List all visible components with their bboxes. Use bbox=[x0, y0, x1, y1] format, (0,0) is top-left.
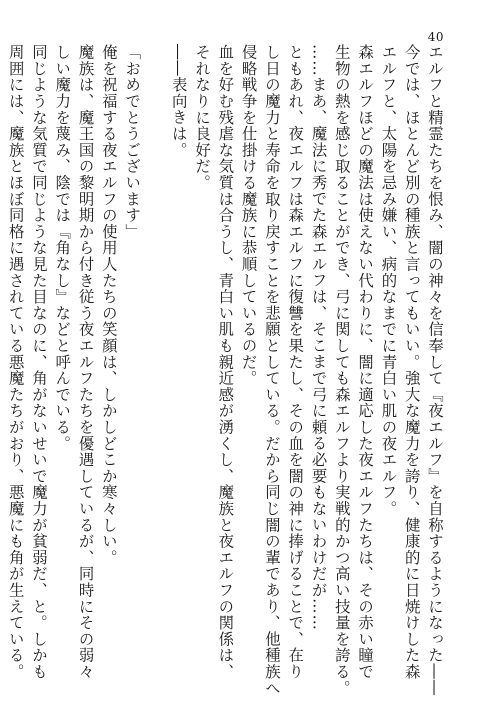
page-number: 40 bbox=[427, 30, 444, 44]
text-line-2: 今では、ほとんど別の種族と言ってもいい。強大な魔力を誇り、健康的に日焼けした森 bbox=[402, 44, 421, 680]
text-line-6: ……まあ、魔法に秀でた森エルフは、そこまで弓に頼る必要もないわけだが…… bbox=[309, 44, 328, 631]
text-line-14: 俺を祝福する夜エルフの使用人たちの笑顔は、しかしどこか寒々しい。 bbox=[99, 44, 118, 566]
text-line-4: 森エルフほどの魔法は使えない代わりに、闇に適応した夜エルフたちは、その赤い瞳で bbox=[356, 44, 375, 680]
text-line-11: それなりに良好だ。 bbox=[193, 44, 212, 191]
text-line-18: 周囲には、魔族とほぼ同格に遇されている悪魔たちがおり、悪魔にも角が生えている。 bbox=[6, 44, 25, 680]
text-line-3: エルフと、太陽を忌み嫌い、病的なまでに青白い肌の夜エルフ。 bbox=[379, 44, 398, 517]
text-line-1: エルフと精霊たちを恨み、闇の神々を信奉して『夜エルフ』を自称するようになった―― bbox=[426, 44, 444, 696]
text-line-8: し日の魔力と寿命を取り戻すことを悲願としている。だから同じ闇の輩であり、他種族へ bbox=[262, 44, 281, 696]
text-line-16: しい魔力を蔑み、陰では『角なし』などと呼んでいる。 bbox=[53, 44, 72, 452]
text-line-12: ――表向きは。 bbox=[169, 44, 188, 159]
text-line-9: 侵略戦争を仕掛ける魔族に恭順しているのだ。 bbox=[239, 44, 258, 387]
text-line-15: 魔族は、魔王国の黎明期から付き従う夜エルフたちを優遇しているが、同時にその弱々 bbox=[76, 44, 95, 680]
text-line-13: 「おめでとうございます」 bbox=[123, 44, 142, 240]
text-line-10: 血を好む残虐な気質は合うし、青白い肌も親近感が湧くし、魔族と夜エルフの関係は、 bbox=[216, 44, 235, 680]
blank-line bbox=[143, 44, 166, 669]
novel-text-body bbox=[3, 44, 446, 696]
text-line-17: 同じような気質で同じような見た目なのに、角がないせいで魔力が貧弱だ、と。しかも bbox=[29, 44, 48, 680]
text-line-7: ともあれ、夜エルフは森エルフに復讐を果たし、その血を闇の神に捧げることで、在り bbox=[286, 44, 305, 680]
text-line-5: 生物の熱を感じ取ることができ、弓に関しても森エルフより実戦的かつ高い技量を誇る。 bbox=[332, 44, 351, 696]
